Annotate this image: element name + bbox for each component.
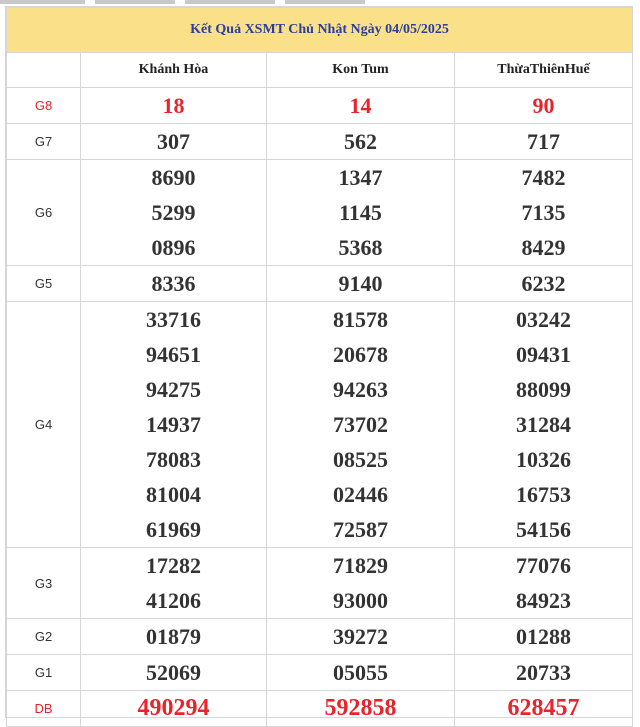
prize-cell (267, 548, 455, 619)
prize-cell (455, 88, 633, 124)
prize-cell (81, 302, 267, 548)
result-number: 54156 (516, 517, 572, 542)
result-number: 08525 (333, 447, 388, 472)
result-number: 41206 (146, 588, 201, 613)
prize-cell (267, 302, 455, 548)
prize-row (7, 124, 633, 160)
result-number: 6232 (521, 271, 566, 296)
result-number: 94275 (146, 377, 201, 402)
prize-cell (267, 619, 455, 655)
prize-row (7, 548, 633, 619)
prize-cell (455, 619, 633, 655)
prize-cell (81, 691, 267, 727)
prize-cell (267, 266, 455, 302)
result-number: 18 (162, 93, 185, 118)
prize-cell (455, 655, 633, 691)
prize-label: G3 (7, 548, 81, 619)
province-header: Khánh Hòa (81, 53, 267, 88)
result-number: 84923 (516, 588, 572, 613)
result-number: 1347 (338, 165, 383, 190)
result-number: 88099 (516, 377, 572, 402)
tab-2[interactable] (95, 0, 175, 4)
prize-cell (455, 160, 633, 266)
prize-row (7, 88, 633, 124)
result-number: 8336 (151, 271, 196, 296)
result-number: 31284 (516, 412, 572, 437)
title-row (7, 8, 633, 53)
result-number: 7135 (521, 200, 566, 225)
prize-cell (81, 655, 267, 691)
prize-label: G2 (7, 619, 81, 655)
province-header: ThừaThiênHuế (455, 53, 633, 88)
prize-row (7, 266, 633, 302)
result-number: 73702 (333, 412, 388, 437)
prize-label: G6 (7, 160, 81, 266)
result-number: 52069 (146, 660, 201, 685)
result-number: 0896 (151, 235, 196, 260)
results-container (5, 6, 633, 721)
result-number: 78083 (146, 447, 201, 472)
prize-label: G7 (7, 124, 81, 160)
prize-label: DB (7, 691, 81, 727)
empty-header-cell (7, 53, 81, 88)
results-table (6, 7, 633, 727)
prize-row (7, 302, 633, 548)
result-number: 20678 (333, 342, 388, 367)
prize-cell (455, 124, 633, 160)
result-number: 61969 (146, 517, 201, 542)
prize-cell (267, 655, 455, 691)
prize-rows (7, 88, 633, 727)
results-title: Kết Quả XSMT Chủ Nhật Ngày 04/05/2025 (7, 8, 633, 53)
prize-label: G4 (7, 302, 81, 548)
result-number: 05055 (333, 660, 388, 685)
prize-row (7, 691, 633, 727)
tab-4[interactable] (285, 0, 365, 4)
result-number: 02446 (333, 482, 388, 507)
result-number: 10326 (516, 447, 572, 472)
result-number: 94263 (333, 377, 388, 402)
tab-3[interactable] (185, 0, 275, 4)
result-number: 01879 (146, 624, 201, 649)
result-number: 8690 (151, 165, 196, 190)
result-number: 94651 (146, 342, 201, 367)
result-number: 71829 (333, 553, 388, 578)
result-number: 5299 (151, 200, 196, 225)
prize-cell (267, 160, 455, 266)
province-header: Kon Tum (267, 53, 455, 88)
prize-label: G8 (7, 88, 81, 124)
prize-row (7, 619, 633, 655)
result-number: 17282 (146, 553, 201, 578)
result-number: 77076 (516, 553, 572, 578)
prize-cell (81, 88, 267, 124)
result-number: 93000 (333, 588, 388, 613)
prize-cell (267, 124, 455, 160)
result-number: 01288 (516, 624, 572, 649)
result-number: 628457 (507, 695, 580, 721)
prize-cell (81, 619, 267, 655)
province-header-row (7, 53, 633, 88)
prize-cell (81, 160, 267, 266)
result-number: 8429 (521, 235, 566, 260)
prize-row (7, 160, 633, 266)
prize-label: G1 (7, 655, 81, 691)
result-number: 490294 (137, 695, 210, 721)
prize-cell (81, 124, 267, 160)
prize-cell (455, 691, 633, 727)
result-number: 09431 (516, 342, 572, 367)
result-number: 81578 (333, 307, 388, 332)
result-number: 1145 (339, 200, 382, 225)
prize-cell (455, 548, 633, 619)
result-number: 5368 (338, 235, 383, 260)
result-number: 307 (157, 129, 190, 154)
result-number: 592858 (324, 695, 397, 721)
prize-cell (81, 548, 267, 619)
prize-cell (267, 691, 455, 727)
result-number: 03242 (516, 307, 572, 332)
result-number: 562 (344, 129, 377, 154)
prize-row (7, 655, 633, 691)
prize-cell (81, 266, 267, 302)
prize-cell (455, 302, 633, 548)
result-number: 20733 (516, 660, 572, 685)
result-number: 14 (349, 93, 372, 118)
result-number: 33716 (146, 307, 201, 332)
result-number: 717 (527, 129, 561, 154)
result-number: 9140 (338, 271, 383, 296)
result-number: 90 (532, 93, 555, 118)
result-number: 7482 (521, 165, 566, 190)
prize-label: G5 (7, 266, 81, 302)
prize-cell (455, 266, 633, 302)
result-number: 81004 (146, 482, 201, 507)
result-number: 16753 (516, 482, 572, 507)
result-number: 72587 (333, 517, 388, 542)
result-number: 39272 (333, 624, 388, 649)
prize-cell (267, 88, 455, 124)
tab-1[interactable] (0, 0, 85, 4)
result-number: 14937 (146, 412, 201, 437)
